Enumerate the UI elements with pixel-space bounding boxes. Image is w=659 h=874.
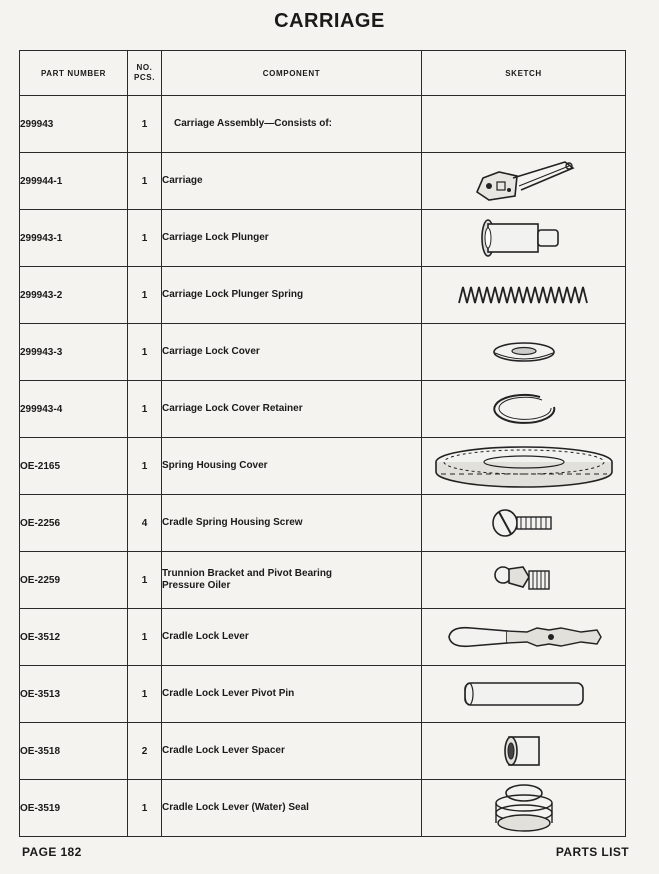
part-number-cell: OE-2165 <box>20 438 128 495</box>
part-number-cell: OE-3519 <box>20 780 128 837</box>
qty-cell: 2 <box>128 723 162 780</box>
lever-sketch <box>441 620 607 654</box>
table-row <box>20 267 626 324</box>
qty-cell: 1 <box>128 666 162 723</box>
header-part-number: PART NUMBER <box>20 51 128 96</box>
table-row <box>20 609 626 666</box>
spacer-sketch <box>499 731 549 771</box>
part-number-cell: 299944-1 <box>20 153 128 210</box>
part-number-cell: 299943-1 <box>20 210 128 267</box>
component-cell: Carriage Lock Plunger <box>162 210 422 267</box>
page-number: PAGE 182 <box>22 845 82 859</box>
table-header-row <box>20 51 626 96</box>
table-row <box>20 96 626 153</box>
qty-cell: 1 <box>128 438 162 495</box>
sketch-cell-empty <box>422 96 626 153</box>
qty-cell: 1 <box>128 381 162 438</box>
part-number-cell: OE-3512 <box>20 609 128 666</box>
part-number-cell: 299943 <box>20 96 128 153</box>
part-number-cell: 299943-3 <box>20 324 128 381</box>
part-number-cell: OE-3518 <box>20 723 128 780</box>
table-row <box>20 723 626 780</box>
table-row <box>20 495 626 552</box>
table-row <box>20 153 626 210</box>
table-row <box>20 552 626 609</box>
part-number-cell: 299943-2 <box>20 267 128 324</box>
table-row <box>20 666 626 723</box>
qty-cell: 1 <box>128 609 162 666</box>
qty-cell: 1 <box>128 552 162 609</box>
qty-cell: 1 <box>128 96 162 153</box>
section-label: PARTS LIST <box>555 845 629 859</box>
part-number-cell: OE-3513 <box>20 666 128 723</box>
cover-sketch <box>489 339 559 365</box>
qty-cell: 1 <box>128 324 162 381</box>
plunger-sketch <box>474 216 574 260</box>
component-cell: Carriage Lock Cover Retainer <box>162 381 422 438</box>
parts-table <box>19 50 626 837</box>
table-row <box>20 780 626 837</box>
header-sketch: SKETCH <box>422 51 626 96</box>
component-cell: Carriage Lock Cover <box>162 324 422 381</box>
component-cell: Cradle Lock Lever <box>162 609 422 666</box>
part-number-cell: 299943-4 <box>20 381 128 438</box>
header-no-pcs: NO. PCS. <box>128 51 162 96</box>
qty-cell: 1 <box>128 267 162 324</box>
seal-sketch <box>489 781 559 835</box>
housing-cover-sketch <box>431 442 617 490</box>
component-cell: Cradle Lock Lever (Water) Seal <box>162 780 422 837</box>
qty-cell: 4 <box>128 495 162 552</box>
screw-sketch <box>489 506 559 540</box>
part-number-cell: OE-2256 <box>20 495 128 552</box>
component-cell: Cradle Lock Lever Pivot Pin <box>162 666 422 723</box>
component-cell: Carriage <box>162 153 422 210</box>
component-cell: Carriage Lock Plunger Spring <box>162 267 422 324</box>
qty-cell: 1 <box>128 210 162 267</box>
component-cell <box>162 552 422 609</box>
component-cell: Cradle Lock Lever Spacer <box>162 723 422 780</box>
pin-sketch <box>459 677 589 711</box>
table-row <box>20 381 626 438</box>
table-row <box>20 210 626 267</box>
component-line-1: Trunnion Bracket and Pivot Bearing <box>162 568 333 579</box>
qty-cell: 1 <box>128 153 162 210</box>
header-component: COMPONENT <box>162 51 422 96</box>
component-cell: Cradle Spring Housing Screw <box>162 495 422 552</box>
component-line-2: Pressure Oiler <box>162 580 231 591</box>
table-row <box>20 438 626 495</box>
component-cell: Spring Housing Cover <box>162 438 422 495</box>
component-cell: Carriage Assembly—Consists of: <box>162 96 422 153</box>
qty-cell: 1 <box>128 780 162 837</box>
carriage-sketch <box>469 156 579 206</box>
part-number-cell: OE-2259 <box>20 552 128 609</box>
retainer-ring-sketch <box>484 389 564 429</box>
spring-sketch <box>457 283 591 307</box>
page-title: CARRIAGE <box>274 10 385 32</box>
oiler-sketch <box>489 555 559 605</box>
table-row <box>20 324 626 381</box>
